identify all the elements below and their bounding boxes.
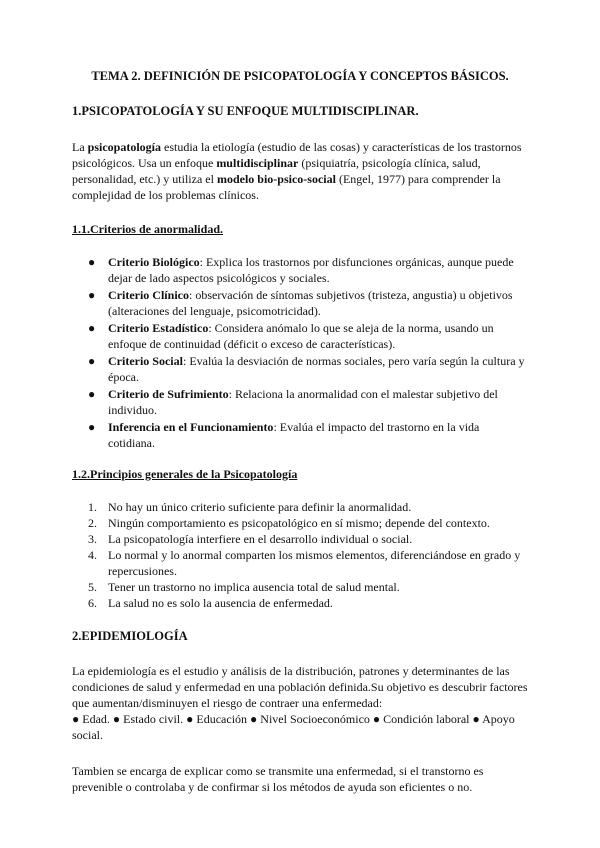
criterion-term: Criterio de Sufrimiento bbox=[108, 387, 229, 401]
list-item bbox=[72, 254, 528, 286]
term-modelo-bio-psico-social: modelo bio-psico-social bbox=[216, 172, 336, 186]
list-item bbox=[72, 287, 528, 319]
bullet-icon: ● bbox=[88, 387, 96, 401]
document-title: TEMA 2. DEFINICIÓN DE PSICOPATOLOGÍA Y CONCEPTOS BÁSICOS. bbox=[91, 69, 509, 83]
principle-text: No hay un único criterio suficiente para definir la anormalidad. bbox=[108, 500, 412, 514]
criterion-text: : Relaciona la anormalidad con el malestar subjetivo del individuo. bbox=[108, 387, 498, 417]
list-item bbox=[72, 353, 528, 385]
criterion-term: Criterio Biológico bbox=[108, 255, 200, 269]
list-item bbox=[72, 320, 528, 352]
section-1-2-heading: 1.2.Principios generales de la Psicopatología bbox=[72, 467, 298, 481]
principle-text: Ningún comportamiento es psicopatológico en sí mismo; depende del contexto. bbox=[108, 516, 490, 530]
list-number: 1. bbox=[88, 500, 97, 514]
risk-factors-list: ● Edad. ● Estado civil. ● Educación ● Nivel Socioeconómico ● Condición laboral ● Apoyo social. bbox=[72, 712, 515, 742]
section-2-heading: 2.EPIDEMIOLOGÍA bbox=[72, 629, 188, 643]
list-item bbox=[72, 515, 528, 531]
list-item bbox=[72, 547, 528, 579]
list-item bbox=[72, 419, 528, 451]
list-item bbox=[72, 579, 528, 595]
section-1-1-heading: 1.1.Criterios de anormalidad. bbox=[72, 222, 223, 236]
bullet-icon: ● bbox=[88, 321, 96, 335]
epidemiology-paragraph-2: Tambien se encarga de explicar como se transmite una enfermedad, si el transtorno es prevenible o controlaba y de confirmar si los métodos de ayuda son eficientes o no. bbox=[72, 764, 484, 794]
section-1-paragraph bbox=[72, 139, 528, 203]
paragraph-text: (psiquiatría, psicología clínica, salud, personalidad, etc.) y utiliza el bbox=[72, 156, 481, 186]
criterion-text: : Explica los trastornos por disfunciones orgánicas, aunque puede dejar de lado aspectos psicológicos y sociales. bbox=[108, 255, 514, 285]
bullet-icon: ● bbox=[88, 354, 96, 368]
list-item bbox=[72, 595, 528, 611]
list-item bbox=[72, 386, 528, 418]
criteria-list bbox=[72, 254, 528, 451]
list-number: 3. bbox=[88, 532, 97, 546]
principle-text: La psicopatología interfiere en el desarrollo individual o social. bbox=[108, 532, 413, 546]
list-item bbox=[72, 499, 528, 515]
criterion-term: Criterio Estadístico bbox=[108, 321, 209, 335]
paragraph-text: La epidemiología es el estudio y análisis de la distribución, patrones y determinantes de las condiciones de salud y enfermedad en una población definida.Su objetivo es descubrir factores que aumentan/disminuyen el riesgo de contraer una enfermedad: bbox=[72, 664, 528, 710]
list-number: 4. bbox=[88, 548, 97, 562]
paragraph-text: estudia la etiología (estudio de las cosas) y características de los trastornos psicológicos. Usa un enfoque bbox=[72, 140, 522, 170]
list-number: 2. bbox=[88, 516, 97, 530]
principles-list bbox=[72, 499, 528, 611]
paragraph-text: La bbox=[72, 140, 88, 154]
criterion-text: : Considera anómalo lo que se aleja de la norma, usando un enfoque de continuidad (déficit o exceso de características). bbox=[108, 321, 494, 351]
principle-text: Tener un trastorno no implica ausencia total de salud mental. bbox=[108, 580, 400, 594]
criterion-text: : Evalúa la desviación de normas sociales, pero varía según la cultura y época. bbox=[108, 354, 525, 384]
bullet-icon: ● bbox=[88, 255, 96, 269]
criterion-text: : Evalúa el impacto del trastorno en la vida cotidiana. bbox=[108, 420, 480, 450]
list-number: 5. bbox=[88, 580, 97, 594]
principle-text: La salud no es solo la ausencia de enfermedad. bbox=[108, 596, 333, 610]
list-item bbox=[72, 531, 528, 547]
epidemiology-paragraph bbox=[72, 663, 528, 743]
criterion-term: Criterio Clínico bbox=[108, 288, 189, 302]
section-1-heading: 1.PSICOPATOLOGÍA Y SU ENFOQUE MULTIDISCIPLINAR. bbox=[72, 104, 419, 118]
criterion-term: Inferencia en el Funcionamiento bbox=[108, 420, 274, 434]
criterion-term: Criterio Social bbox=[108, 354, 183, 368]
criterion-text: : observación de síntomas subjetivos (tristeza, angustia) u objetivos (alteraciones del lenguaje, psicomotricidad). bbox=[108, 288, 513, 318]
list-number: 6. bbox=[88, 596, 97, 610]
paragraph-text: (Engel, 1977) para comprender la complejidad de los problemas clínicos. bbox=[72, 172, 501, 202]
term-psicopatologia: psicopatología bbox=[87, 140, 161, 154]
term-multidisciplinar: multidisciplinar bbox=[216, 156, 299, 170]
bullet-icon: ● bbox=[88, 288, 96, 302]
principle-text: Lo normal y lo anormal comparten los mismos elementos, diferenciándose en grado y repercusiones. bbox=[108, 548, 521, 578]
bullet-icon: ● bbox=[88, 420, 96, 434]
